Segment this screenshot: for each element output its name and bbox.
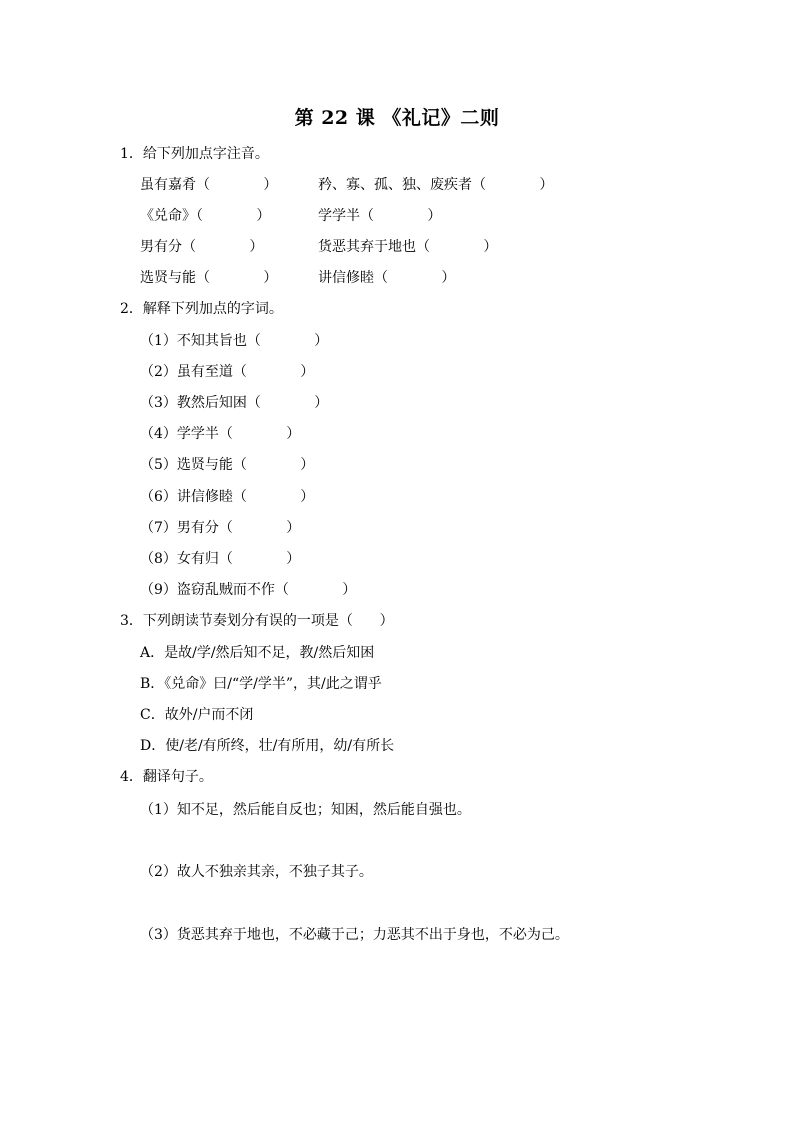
q4-item: （3）货恶其弃于地也，不必藏于己；力恶其不出于身也，不必为己。 [140, 927, 569, 943]
q3-option-d: D．使/老/有所终，壮/有所用，幼/有所长 [140, 738, 395, 754]
q2-item: （5）选贤与能（ ） [140, 457, 315, 473]
q2-item: （3）教然后知困（ ） [140, 395, 329, 411]
q4-item: （2）故人不独亲其亲，不独子其子。 [140, 864, 373, 880]
question-4-stem: 4．翻译句子。 [120, 769, 213, 785]
page-title: 第 22 课 《礼记》二则 [294, 107, 500, 129]
q2-item: （1）不知其旨也（ ） [140, 333, 329, 349]
q3-option-a: A．是故/学/然后知不足，教/然后知困 [140, 645, 375, 661]
question-2-stem: 2．解释下列加点的字词。 [120, 301, 283, 317]
q1-item: 讲信修睦（ ） [318, 270, 456, 286]
q1-item: 选贤与能（ ） [140, 270, 278, 286]
q2-item: （4）学学半（ ） [140, 426, 301, 442]
question-3-stem: 3．下列朗读节奏划分有误的一项是（ ） [120, 613, 394, 629]
q1-item: 虽有嘉肴（ ） [140, 177, 278, 193]
q1-item: 矜、寡、孤、独、废疾者（ ） [318, 177, 554, 193]
q1-item: 货恶其弃于地也（ ） [318, 239, 498, 255]
question-1-stem: 1．给下列加点字注音。 [120, 146, 269, 162]
q2-item: （7）男有分（ ） [140, 520, 301, 536]
q1-item: 男有分（ ） [140, 239, 264, 255]
q2-item: （2）虽有至道（ ） [140, 364, 315, 380]
q1-item: 《兑命》（ ） [140, 208, 271, 224]
q3-option-c: C．故外/户而不闭 [140, 707, 254, 723]
q4-item: （1）知不足，然后能自反也；知困，然后能自强也。 [140, 802, 471, 818]
q3-option-b: B．《兑命》曰/“学/学半”，其/此之谓乎 [140, 676, 382, 692]
q1-item: 学学半（ ） [318, 208, 442, 224]
q2-item: （9）盗窃乱贼而不作（ ） [140, 582, 357, 598]
q2-item: （6）讲信修睦（ ） [140, 489, 315, 505]
q2-item: （8）女有归（ ） [140, 551, 301, 567]
